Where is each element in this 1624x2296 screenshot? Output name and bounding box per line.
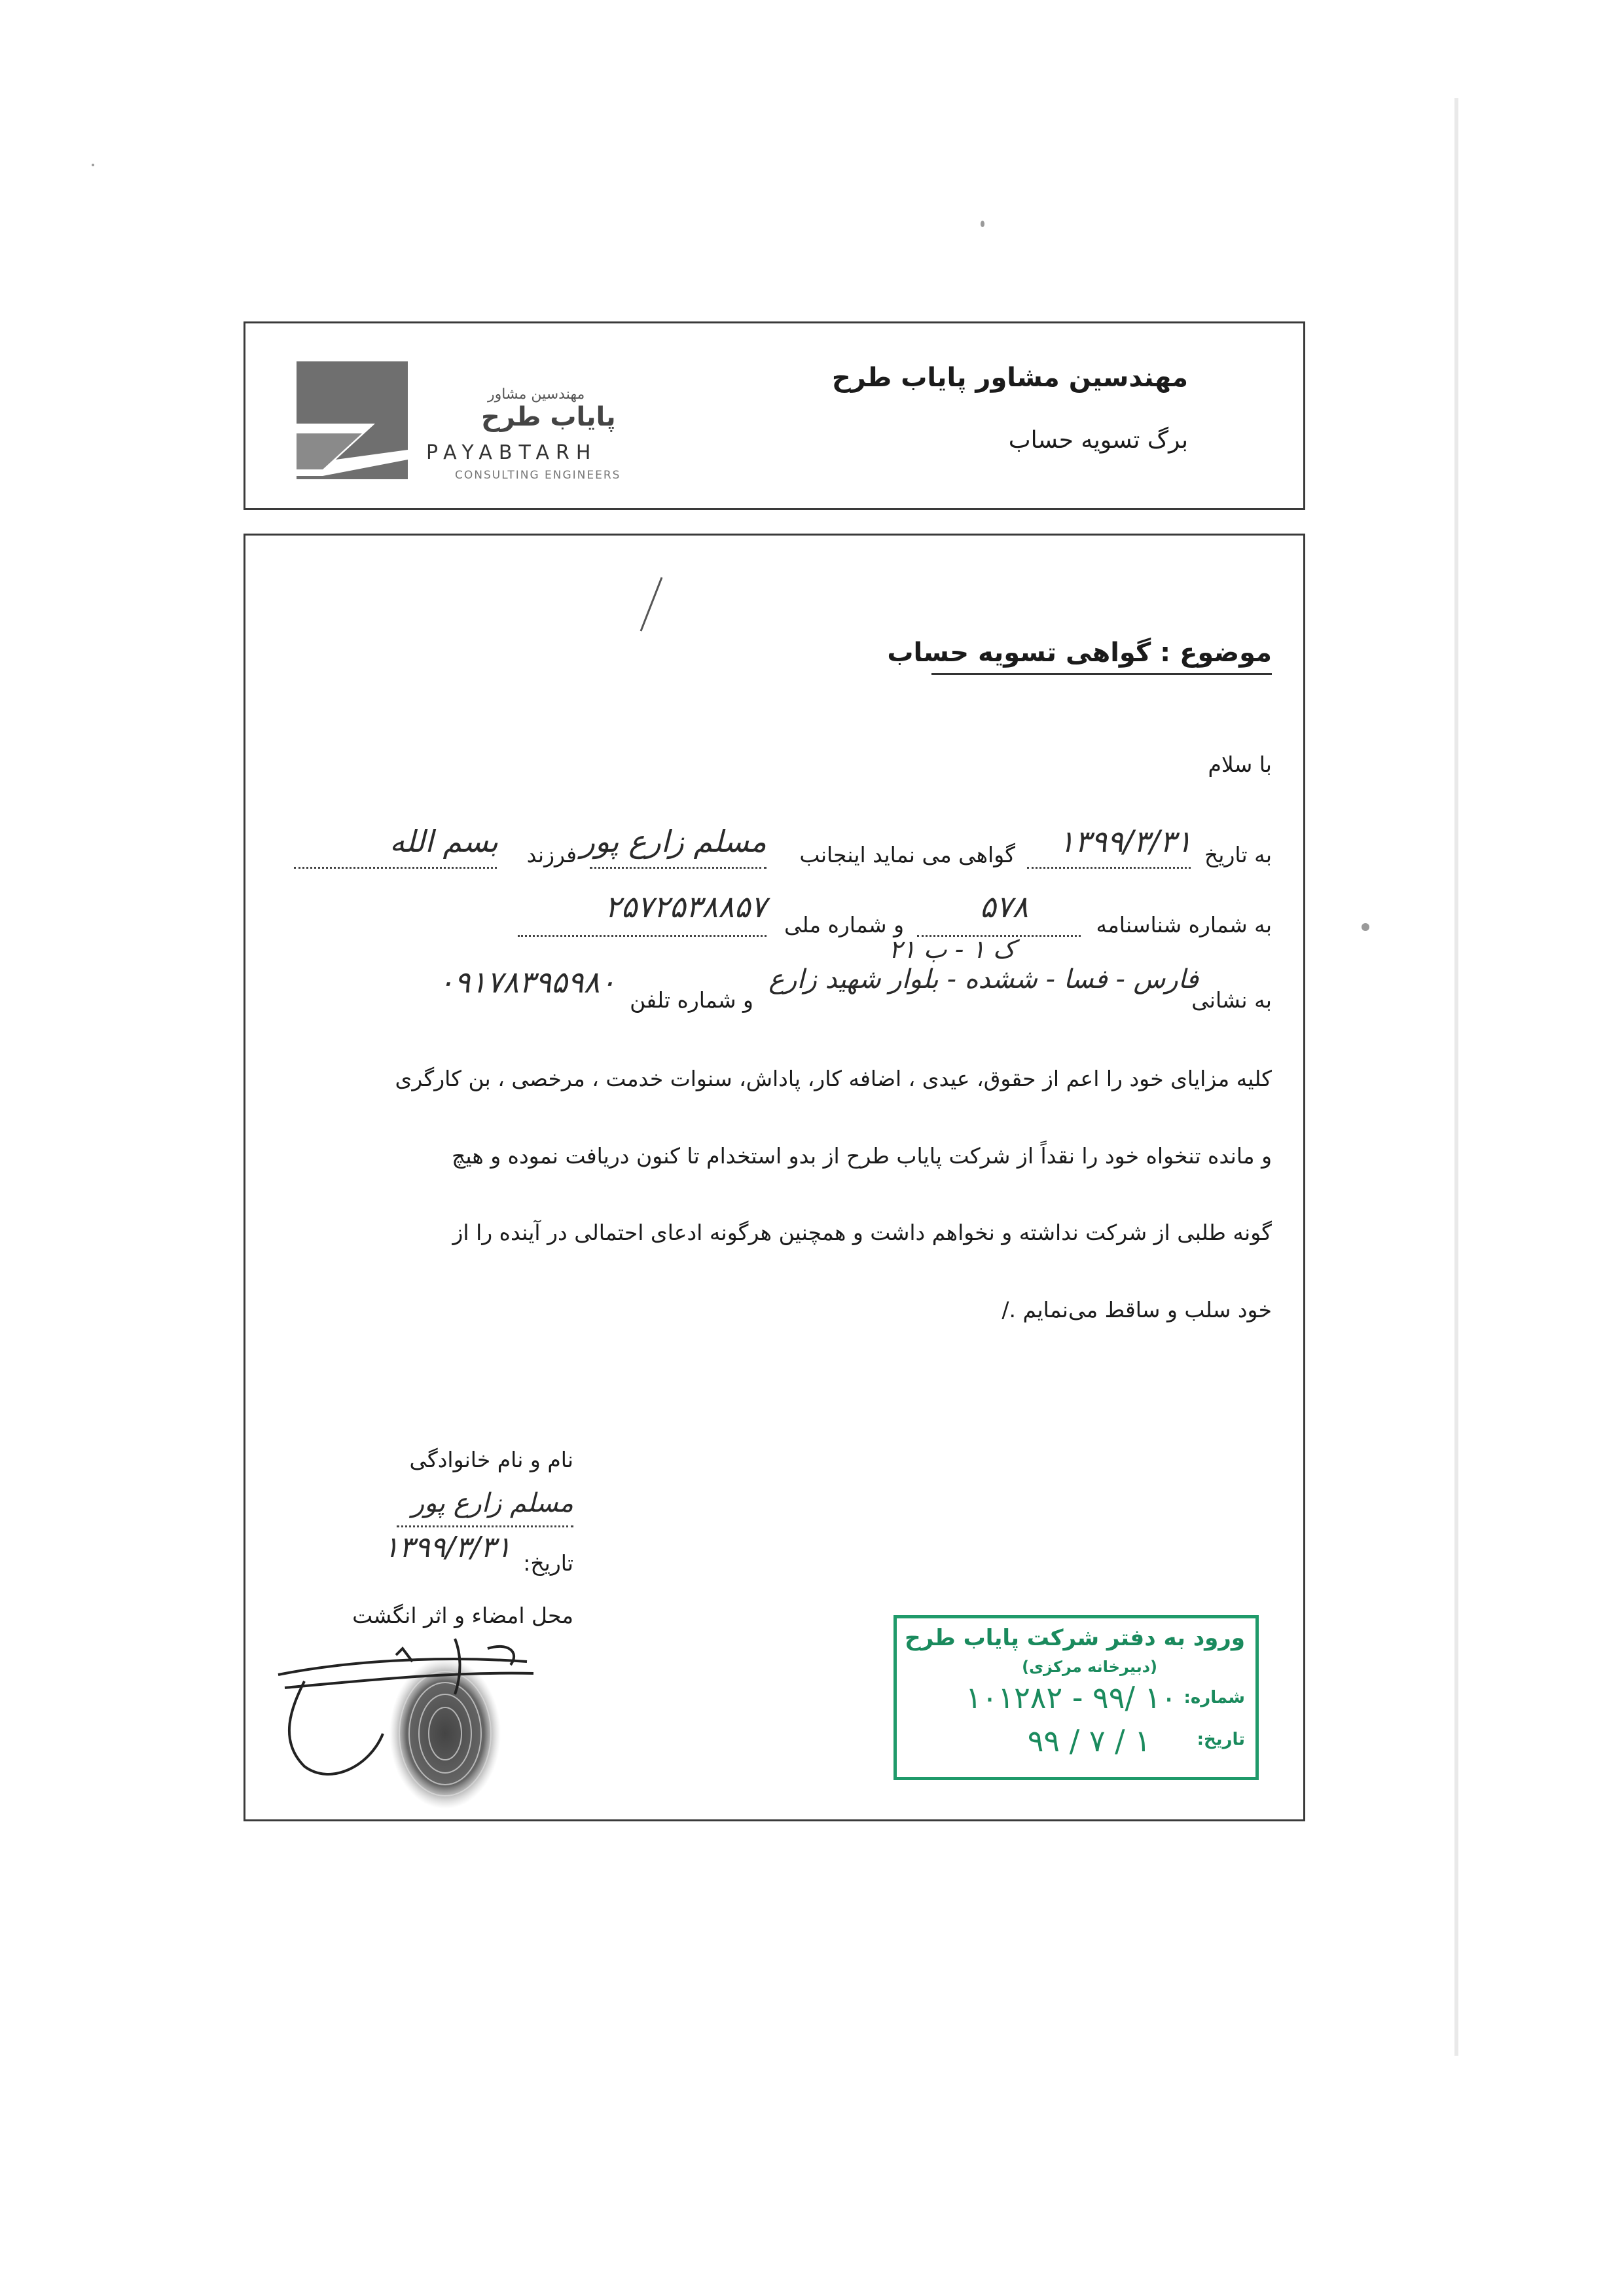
dotted-field bbox=[397, 1525, 573, 1527]
handwritten-id-number: ۵۷۸ bbox=[979, 889, 1028, 924]
handwritten-name: مسلم زارع پور bbox=[580, 824, 767, 859]
scan-speck bbox=[981, 221, 984, 227]
body-paragraph-line: گونه طلبی از شرکت نداشته و نخواهم داشت و همچنین هرگونه ادعای احتمالی در آینده را از bbox=[452, 1220, 1272, 1245]
subject-underline bbox=[931, 673, 1272, 675]
scan-edge bbox=[1454, 98, 1458, 2056]
phone-label: و شماره تلفن bbox=[630, 987, 753, 1013]
dotted-field bbox=[1027, 867, 1191, 869]
date-prefix-label: به تاریخ bbox=[1204, 842, 1272, 867]
subject-line: موضوع : گواهی تسویه حساب bbox=[887, 638, 1272, 668]
stamp-date-label: تاریخ: bbox=[1197, 1730, 1245, 1749]
scan-speck bbox=[1362, 923, 1369, 931]
dotted-field bbox=[294, 867, 497, 869]
registry-stamp bbox=[893, 1615, 1259, 1780]
pen-stroke-mark bbox=[638, 575, 664, 634]
handwritten-father-name: بسم الله bbox=[389, 824, 498, 859]
stamp-date-value: ۹۹ / ۷ / ۱ bbox=[1027, 1723, 1151, 1758]
stamp-number-value: ۱۰۱۲۸۲ - ۹۹/ ۱۰ bbox=[965, 1680, 1177, 1715]
body-paragraph-line: کلیه مزایای خود را اعم از حقوق، عیدی ، اضافه کار، پاداش، سنوات خدمت ، مرخصی ، بن کارگری bbox=[395, 1066, 1272, 1091]
company-title: مهندسین مشاور پایاب طرح bbox=[831, 363, 1188, 393]
handwritten-date: ۱۳۹۹/۳/۳۱ bbox=[1058, 824, 1192, 859]
handwritten-national-id: ۲۵۷۲۵۳۸۸۵۷ bbox=[604, 889, 767, 924]
handwritten-address-extra: ک ۱ - ب ۲۱ bbox=[888, 935, 1015, 964]
scan-speck bbox=[92, 164, 94, 166]
child-of-label: فرزند bbox=[526, 842, 577, 867]
signature-date-label: تاریخ: bbox=[523, 1550, 573, 1576]
address-label: به نشانی bbox=[1191, 987, 1272, 1013]
handwritten-full-name: مسلم زارع پور bbox=[411, 1488, 573, 1518]
full-name-label: نام و نام خانوادگی bbox=[409, 1447, 573, 1472]
stamp-number-label: شماره: bbox=[1183, 1688, 1245, 1707]
handwritten-phone: ۰۹۱۷۸۳۹۵۹۸۰ bbox=[438, 964, 616, 1000]
logo-name-en: PAYABTARH bbox=[426, 441, 598, 464]
signature-fingerprint-label: محل امضاء و اثر انگشت bbox=[352, 1603, 573, 1628]
id-number-label: به شماره شناسنامه bbox=[1096, 912, 1272, 938]
greeting: با سلام bbox=[1208, 752, 1272, 777]
logo-subtitle-en: CONSULTING ENGINEERS bbox=[455, 469, 621, 482]
letterhead bbox=[244, 321, 1305, 510]
national-id-label: و شماره ملی bbox=[784, 912, 904, 938]
form-title: برگ تسویه حساب bbox=[1008, 427, 1188, 454]
stamp-title: ورود به دفتر شرکت پایاب طرح bbox=[905, 1625, 1245, 1651]
stamp-subtitle: (دبیرخانه مرکزی) bbox=[1022, 1658, 1157, 1676]
body-paragraph-line: خود سلب و ساقط می‌نمایم ./ bbox=[1001, 1297, 1272, 1322]
handwritten-address: فارس - فسا - ششده - بلوار شهید زارع bbox=[768, 964, 1199, 994]
handwritten-signature-and-fingerprint bbox=[265, 1635, 540, 1819]
payabtarh-logo-icon bbox=[297, 361, 408, 479]
dotted-field bbox=[518, 935, 767, 937]
logo-subtitle-fa: مهندسین مشاور bbox=[488, 386, 585, 403]
body-paragraph-line: و مانده تنخواه خود را نقداً از شرکت پایاب طرح از بدو استخدام تا کنون دریافت نموده و هیچ bbox=[452, 1143, 1272, 1169]
logo-name-fa: پایاب طرح bbox=[481, 402, 616, 432]
handwritten-signature-date: ۱۳۹۹/۳/۳۱ bbox=[383, 1531, 511, 1564]
certify-text: گواهی می نماید اینجانب bbox=[799, 842, 1015, 867]
dotted-field bbox=[590, 867, 767, 869]
